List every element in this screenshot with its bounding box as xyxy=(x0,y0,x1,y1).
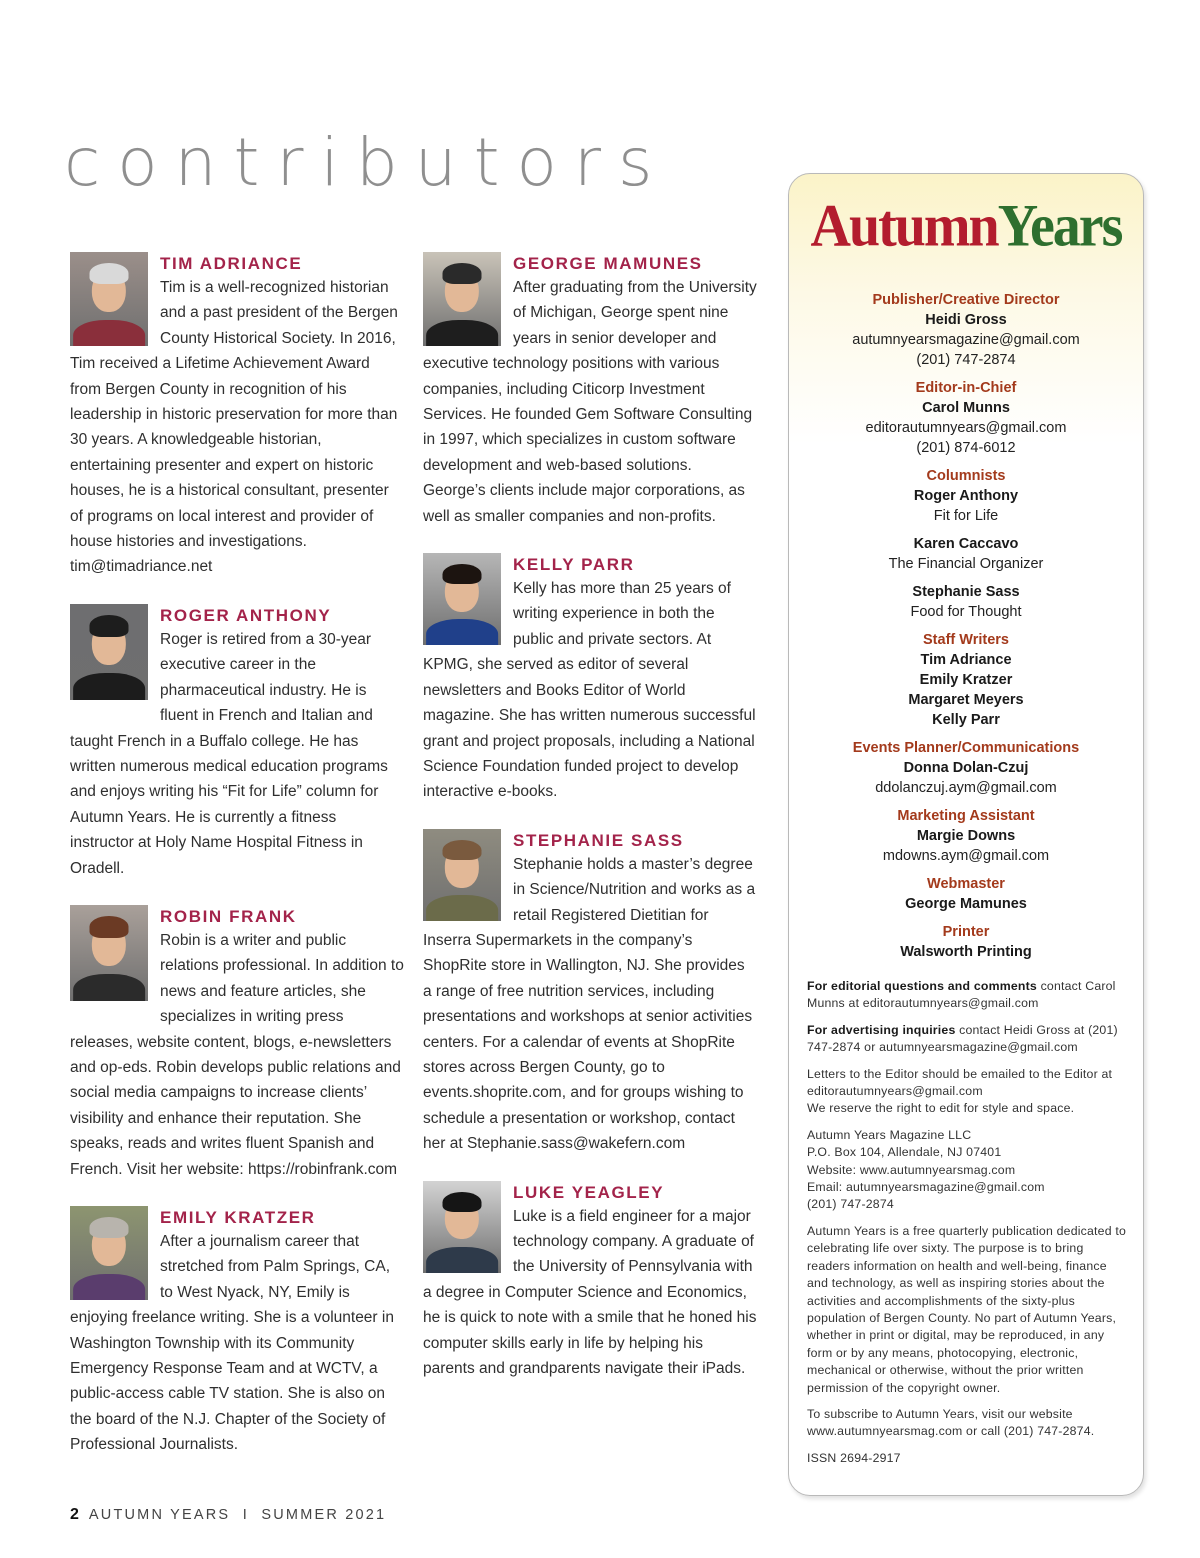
autumn-years-logo xyxy=(789,194,1143,259)
contributor-entry xyxy=(70,1204,404,1458)
robin-frank-photo xyxy=(70,905,148,1001)
masthead-person: Kelly Parr xyxy=(932,712,1000,728)
masthead-person: Roger Anthony xyxy=(913,488,1019,504)
contributor-bio: After graduating from the University of Michigan, George spent nine years in senior developer and executive technology positions with various companies, including Citicorp Investment Services. He founded Gem Software Consulting in 1997, which specializes in custom software development and web-based solutions. George’s clients include major corporations, as well as smaller companies and non-profits. xyxy=(423,279,757,525)
masthead-person: Tim Adriance xyxy=(920,652,1012,668)
masthead-sidebar xyxy=(788,173,1144,1496)
contributor-bio: After a journalism career that stretched from Palm Springs, CA, to West Nyack, NY, Emily is enjoying freelance writing. She is a volunteer in Washington Township with its Community Emergency Response Team and at WCTV, a public-access cable TV station. She is also on the board of the N.J. Chapter of the Society of Professional Journalists. xyxy=(70,1233,394,1454)
fine-print-paragraph: Letters to the Editor should be emailed to the Editor at editorautumnyears@gmail.com We reserve the right to edit for style and space. xyxy=(807,1066,1113,1116)
fine-print-paragraph: Autumn Years Magazine LLC P.O. Box 104, Allendale, NJ 07401 Website: www.autumnyearsmag.com Email: autumnyearsmagazine@gmail.com (201) 747-2874 xyxy=(807,1127,1045,1212)
masthead-detail: autumnyearsmagazine@gmail.com xyxy=(852,332,1080,348)
contributor-bio: Luke is a field engineer for a major technology company. A graduate of the University of Pennsylvania with a degree in Computer Science and Economics, he is quick to note with a smile that he honed his computer skills early in life by helping his parents and grandparents navigate their iPads. xyxy=(423,1207,757,1378)
contributor-entry xyxy=(423,250,757,529)
contributors-middle-column xyxy=(423,250,757,1381)
masthead-detail: Food for Thought xyxy=(910,604,1022,620)
fine-print-paragraph: To subscribe to Autumn Years, visit our website www.autumnyearsmag.com or call (201) 747-2874. xyxy=(807,1406,1095,1439)
contributor-name: ROGER ANTHONY xyxy=(160,605,332,625)
masthead-role: Events Planner/Communications xyxy=(852,740,1080,756)
masthead-role: Webmaster xyxy=(927,876,1005,892)
masthead-detail: Fit for Life xyxy=(933,508,999,524)
masthead-role: Publisher/Creative Director xyxy=(872,292,1060,308)
masthead-person: George Mamunes xyxy=(905,896,1027,912)
roger-anthony-photo xyxy=(70,604,148,700)
contributor-bio: Tim is a well-recognized historian and a past president of the Bergen County Historical Society. In 2016, Tim received a Lifetime Achievement Award from Bergen County in recognition of his leadership in historic preservation for more than 30 years. A knowledgeable historian, entertaining presenter and expert on historic houses, he is a historical consultant, presenter of programs on local interest and provider of house histories and investigations. tim@timadriance.net xyxy=(70,279,398,576)
tim-adriance-photo xyxy=(70,252,148,346)
contributor-name: TIM ADRIANCE xyxy=(160,254,303,273)
contributor-bio: Robin is a writer and public relations professional. In addition to news and feature articles, she specializes in writing press releases, website content, blogs, e-newsletters and op-eds. Robin develops public relations and social media campaigns to increase clients’ visibility and enhance their reputation. She speaks, reads and writes fluent Spanish and French. Visit her website: https://robinfrank.com xyxy=(70,931,404,1178)
masthead-detail: (201) 874-6012 xyxy=(916,440,1016,456)
masthead-detail: (201) 747-2874 xyxy=(916,352,1016,368)
masthead-list xyxy=(789,290,1143,962)
masthead-detail: ddolanczuj.aym@gmail.com xyxy=(875,780,1057,796)
contributors-left-column xyxy=(70,250,404,1458)
kelly-parr-photo xyxy=(423,553,501,645)
stephanie-sass-photo xyxy=(423,829,501,921)
contributor-bio: Roger is retired from a 30-year executive career in the pharmaceutical industry. He is fluent in French and Italian and taught French in a Buffalo college. He has written numerous medical education programs and enjoys writing his “Fit for Life” column for Autumn Years. He is currently a fitness instructor at Holy Name Hospital Fitness in Oradell. xyxy=(70,630,388,877)
contributor-name: KELLY PARR xyxy=(513,555,635,575)
logo-word-years: Years xyxy=(997,192,1122,260)
logo-word-autumn: Autumn xyxy=(810,192,998,260)
contributor-bio: Stephanie holds a master’s degree in Science/Nutrition and works as a retail Registered Dietitian for Inserra Supermarkets in the company’s ShopRite store in Wallington, NJ. She provides a range of free nutrition services, including presentations and workshops at senior activities centers. For a calendar of events at ShopRite stores across Bergen County, go to events.shoprite.com, and for groups wishing to schedule a presentation or workshop, contact her at Stephanie.sass@wakefern.com xyxy=(423,855,756,1153)
contributor-entry xyxy=(423,1179,757,1382)
masthead-person: Margaret Meyers xyxy=(908,692,1024,708)
masthead-person: Carol Munns xyxy=(922,400,1010,416)
footer-publication: AUTUMN YEARS I SUMMER 2021 xyxy=(88,1507,387,1523)
emily-kratzer-photo xyxy=(70,1206,148,1300)
masthead-detail: The Financial Organizer xyxy=(888,556,1044,572)
page-footer xyxy=(70,1506,386,1524)
masthead-role: Marketing Assistant xyxy=(897,808,1035,824)
george-mamunes-photo xyxy=(423,252,501,346)
masthead-role: Staff Writers xyxy=(923,632,1009,648)
fine-print-paragraph: For advertising inquiries contact Heidi Gross at (201) 747-2874 or autumnyearsmagazine@gmail.com xyxy=(807,1022,1118,1055)
masthead-person: Margie Downs xyxy=(916,828,1016,844)
masthead-detail: editorautumnyears@gmail.com xyxy=(865,420,1067,436)
luke-yeagley-photo xyxy=(423,1181,501,1273)
fine-print-paragraph: ISSN 2694-2917 xyxy=(807,1450,901,1465)
contributor-name: STEPHANIE SASS xyxy=(513,830,684,850)
contributor-entry xyxy=(70,602,404,881)
masthead-person: Stephanie Sass xyxy=(912,584,1020,600)
masthead-detail: mdowns.aym@gmail.com xyxy=(882,848,1050,864)
contributor-bio: Kelly has more than 25 years of writing experience in both the public and private sectors. At KPMG, she served as editor of several newsletters and Books Editor of World magazine. She has written numerous successful grant and project proposals, including a National Science Foundation funded project to develop interactive e-books. xyxy=(423,580,756,801)
masthead-person: Emily Kratzer xyxy=(919,672,1013,688)
contributor-name: EMILY KRATZER xyxy=(160,1208,316,1227)
masthead-role: Editor-in-Chief xyxy=(915,380,1017,396)
masthead-fine-print xyxy=(789,978,1143,1467)
contributor-name: ROBIN FRANK xyxy=(160,906,297,926)
contributor-name: LUKE YEAGLEY xyxy=(513,1182,665,1202)
masthead-person: Donna Dolan-Czuj xyxy=(903,760,1029,776)
masthead-person: Heidi Gross xyxy=(925,312,1007,328)
masthead-role: Columnists xyxy=(926,468,1006,484)
contributor-name: GEORGE MAMUNES xyxy=(513,254,703,273)
contributor-entry xyxy=(423,827,757,1157)
masthead-role: Printer xyxy=(942,924,990,940)
contributor-entry xyxy=(70,250,404,580)
masthead-person: Karen Caccavo xyxy=(913,536,1019,552)
page-number: 2 xyxy=(70,1506,79,1523)
fine-print-paragraph: For editorial questions and comments contact Carol Munns at editorautumnyears@gmail.com xyxy=(807,979,1116,1011)
contributor-entry xyxy=(423,551,757,805)
page-title: contributors xyxy=(64,124,670,201)
masthead-person: Walsworth Printing xyxy=(900,944,1032,960)
contributor-entry xyxy=(70,903,404,1182)
fine-print-paragraph: Autumn Years is a free quarterly publication dedicated to celebrating life over sixty. The purpose is to bring readers information on health and well-being, finance and technology, as well as inspiring stories about the activities and accomplishments of the sixty-plus population of Bergen County. No part of Autumn Years, whether in print or digital, may be reproduced, in any form or by any means, photocopying, electronic, mechanical or otherwise, without the prior written permission of the copyright owner. xyxy=(807,1223,1127,1395)
